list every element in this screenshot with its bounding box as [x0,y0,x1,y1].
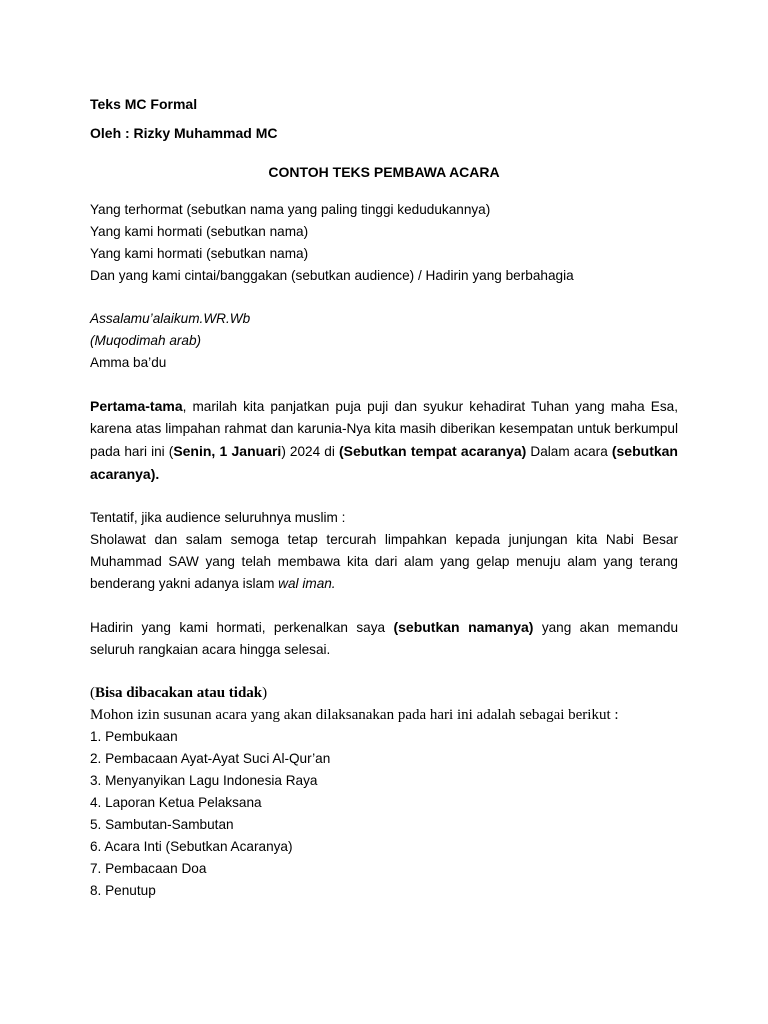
document-title: Teks MC Formal [90,96,198,112]
emphasis-name: (sebutkan namanya) [393,619,534,635]
paragraph-text: Dalam acara [526,444,612,459]
agenda-item: 1. Pembukaan [90,729,178,744]
amma-line: Amma ba’du [90,355,167,370]
greeting-line: Yang kami hormati (sebutkan nama) [90,224,309,239]
italic-text: wal iman. [278,576,336,591]
emphasis-date: Senin, 1 Januari [173,443,282,459]
paragraph-gratitude [90,395,678,486]
salam-line: Assalamu’alaikum.WR.Wb [90,311,251,326]
emphasis-place: (Sebutkan tempat acaranya) [338,443,527,459]
document-body [90,90,678,902]
agenda-item: 8. Penutup [90,883,156,898]
paragraph-text: , marilah kita panjatkan puja puji dan syukur kehadirat Tuhan yang maha Esa, karena atas limpahan rahmat dan karunia-Nya kita masih diberikan kesempatan untuk berkumpul pada hari ini ( [90,399,678,459]
opening-block [90,308,678,374]
greeting-list [90,199,678,287]
paragraph-text: Hadirin yang kami hormati, perkenalkan saya [90,620,394,635]
paragraph-text: Sholawat dan salam semoga tetap tercurah limpahkan kepada junjungan kita Nabi Besar Muhammad SAW yang telah membawa kita dari alam yang gelap menuju alam yang terang benderang yakni adanya islam [90,532,678,591]
emphasis-lead: Pertama-tama [90,398,183,414]
document-author: Oleh : Rizky Muhammad MC [90,125,278,141]
agenda-item: 3. Menyanyikan Lagu Indonesia Raya [90,773,318,788]
paragraph-introduction [90,616,678,661]
agenda-intro: Mohon izin susunan acara yang akan dilaksanakan pada hari ini adalah sebagai berikut : [90,707,619,723]
paren-open: ( [90,685,95,701]
optional-note-bold: Bisa dibacakan atau tidak [95,685,263,701]
greeting-line: Yang kami hormati (sebutkan nama) [90,246,309,261]
tentatif-line: Tentatif, jika audience seluruhnya muslim : [90,510,346,525]
document-heading: CONTOH TEKS PEMBAWA ACARA [268,164,500,180]
paragraph-sholawat [90,529,678,595]
emphasis-event: (sebutkan acaranya). [90,443,678,482]
optional-note [90,682,678,704]
agenda-list [90,726,678,902]
greeting-line: Dan yang kami cintai/banggakan (sebutkan audience) / Hadirin yang berbahagia [90,268,574,283]
muqodimah-line: (Muqodimah arab) [90,333,202,348]
agenda-item: 5. Sambutan-Sambutan [90,817,234,832]
agenda-item: 2. Pembacaan Ayat-Ayat Suci Al-Qur’an [90,751,331,766]
greeting-line: Yang terhormat (sebutkan nama yang paling tinggi kedudukannya) [90,202,491,217]
paren-close: ) [262,685,268,701]
agenda-item: 7. Pembacaan Doa [90,861,207,876]
paragraph-text: ) 2024 di [281,444,339,459]
paragraph-text: yang akan memandu seluruh rangkaian acara hingga selesai. [90,620,678,657]
agenda-item: 6. Acara Inti (Sebutkan Acaranya) [90,839,293,854]
agenda-item: 4. Laporan Ketua Pelaksana [90,795,262,810]
title-block [90,90,678,148]
